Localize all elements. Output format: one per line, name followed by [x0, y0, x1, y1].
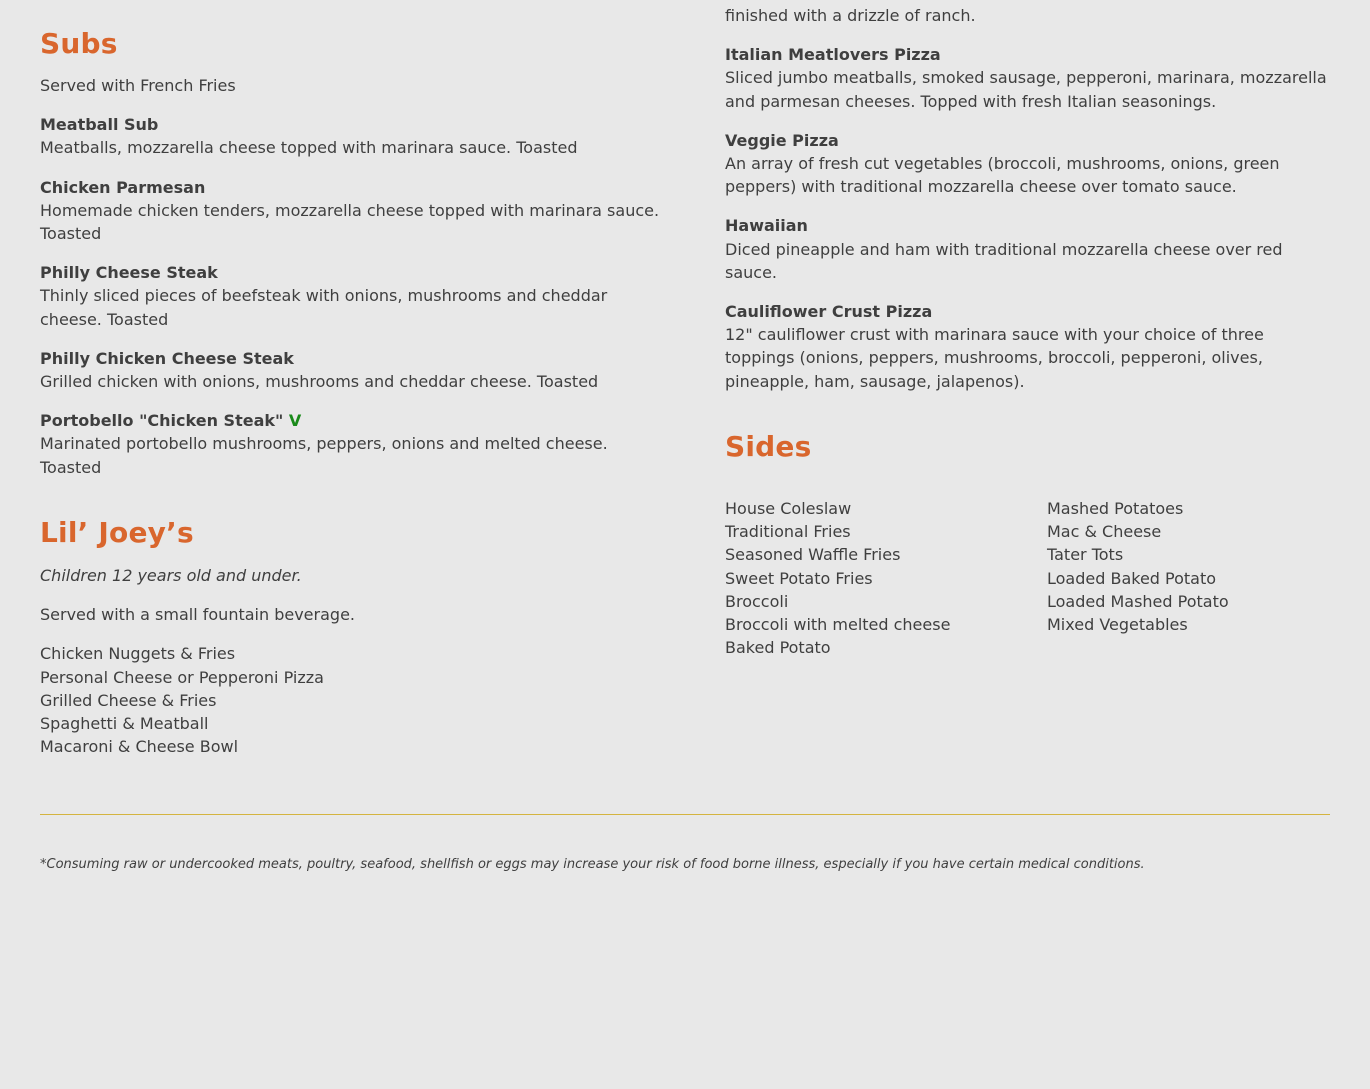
- item-description: Grilled chicken with onions, mushrooms and cheddar cheese. Toasted: [40, 372, 599, 392]
- item-name: Meatball Sub: [40, 115, 159, 135]
- item-name-row: [40, 409, 660, 432]
- list-item: Mac & Cheese: [1047, 522, 1162, 542]
- age-note: Children 12 years old and under.: [40, 566, 302, 585]
- item-description: Diced pineapple and ham with traditional mozzarella cheese over red sauce.: [725, 239, 1283, 282]
- subs-content: [40, 74, 660, 479]
- item-description-continued: finished with a drizzle of ranch.: [725, 6, 976, 25]
- item-description: Thinly sliced pieces of beefsteak with onions, mushrooms and cheddar cheese. Toasted: [40, 286, 608, 329]
- list-item: Broccoli: [725, 591, 789, 611]
- menu-item: [40, 261, 660, 331]
- divider: [40, 814, 1330, 815]
- item-name: Philly Cheese Steak: [40, 263, 218, 283]
- list-item: Spaghetti & Meatball: [40, 714, 209, 734]
- item-description: Sliced jumbo meatballs, smoked sausage, pepperoni, marinara, mozzarella and parmesan cheeses. Topped with fresh Italian seasonings.: [725, 68, 1327, 111]
- menu-item: [725, 300, 1330, 393]
- sides-column-right: [1047, 497, 1330, 659]
- vegetarian-badge: V: [288, 411, 302, 431]
- kids-item-list: [40, 642, 660, 758]
- item-name: Veggie Pizza: [725, 130, 839, 150]
- lil-joeys-heading: Lil’ Joey’s: [40, 516, 194, 549]
- subs-section: [40, 27, 118, 61]
- menu-item: [725, 129, 1330, 199]
- item-name: Cauliflower Crust Pizza: [725, 302, 933, 322]
- food-safety-disclaimer: *Consuming raw or undercooked meats, poultry, seafood, shellfish or eggs may increase your risk of food borne illness, especially if you have certain medical conditions.: [40, 857, 1145, 872]
- item-description: An array of fresh cut vegetables (broccoli, mushrooms, onions, green peppers) with traditional mozzarella cheese over tomato sauce.: [725, 154, 1280, 197]
- subs-heading: Subs: [40, 27, 118, 60]
- lil-joeys-content: [40, 564, 660, 758]
- menu-item: [725, 214, 1330, 284]
- subs-note: Served with French Fries: [40, 76, 236, 95]
- sides-section: [725, 430, 811, 464]
- beverage-note: Served with a small fountain beverage.: [40, 605, 355, 625]
- sides-column-left: [725, 497, 1047, 659]
- item-description: Homemade chicken tenders, mozzarella cheese topped with marinara sauce. Toasted: [40, 200, 660, 244]
- menu-item: [40, 113, 660, 159]
- item-name: Chicken Parmesan: [40, 177, 206, 197]
- list-item: Sweet Potato Fries: [725, 568, 873, 588]
- list-item: Loaded Baked Potato: [1047, 568, 1217, 588]
- pizza-content: [725, 4, 1330, 393]
- menu-item: [40, 409, 660, 479]
- list-item: Tater Tots: [1047, 545, 1124, 565]
- item-description: 12" cauliflower crust with marinara sauce with your choice of three toppings (onions, peppers, mushrooms, broccoli, pepperoni, olives, pineapple, ham, sausage, jalapenos).: [725, 325, 1264, 391]
- list-item: Grilled Cheese & Fries: [40, 690, 217, 710]
- sides-heading: Sides: [725, 430, 812, 463]
- list-item: Loaded Mashed Potato: [1047, 591, 1229, 611]
- item-name: Hawaiian: [725, 216, 808, 236]
- list-item: Seasoned Waffle Fries: [725, 545, 901, 565]
- item-name: Philly Chicken Cheese Steak: [40, 348, 294, 368]
- menu-item: [40, 176, 660, 246]
- list-item: Traditional Fries: [725, 522, 851, 542]
- list-item: Mixed Vegetables: [1047, 615, 1188, 635]
- list-item: Mashed Potatoes: [1047, 499, 1184, 518]
- menu-item: [40, 347, 660, 393]
- list-item: Broccoli with melted cheese: [725, 615, 951, 635]
- list-item: Personal Cheese or Pepperoni Pizza: [40, 667, 324, 687]
- item-name: Italian Meatlovers Pizza: [725, 45, 941, 65]
- list-item: House Coleslaw: [725, 499, 852, 518]
- list-item: Macaroni & Cheese Bowl: [40, 737, 239, 757]
- lil-joeys-section: [40, 516, 194, 550]
- item-description: Meatballs, mozzarella cheese topped with marinara sauce. Toasted: [40, 138, 578, 158]
- list-item: Chicken Nuggets & Fries: [40, 644, 236, 664]
- menu-item: [725, 43, 1330, 113]
- item-description: Marinated portobello mushrooms, peppers, onions and melted cheese. Toasted: [40, 434, 608, 477]
- list-item: Baked Potato: [725, 638, 831, 658]
- item-name: Portobello "Chicken Steak": [40, 411, 284, 431]
- sides-list: [725, 497, 1330, 659]
